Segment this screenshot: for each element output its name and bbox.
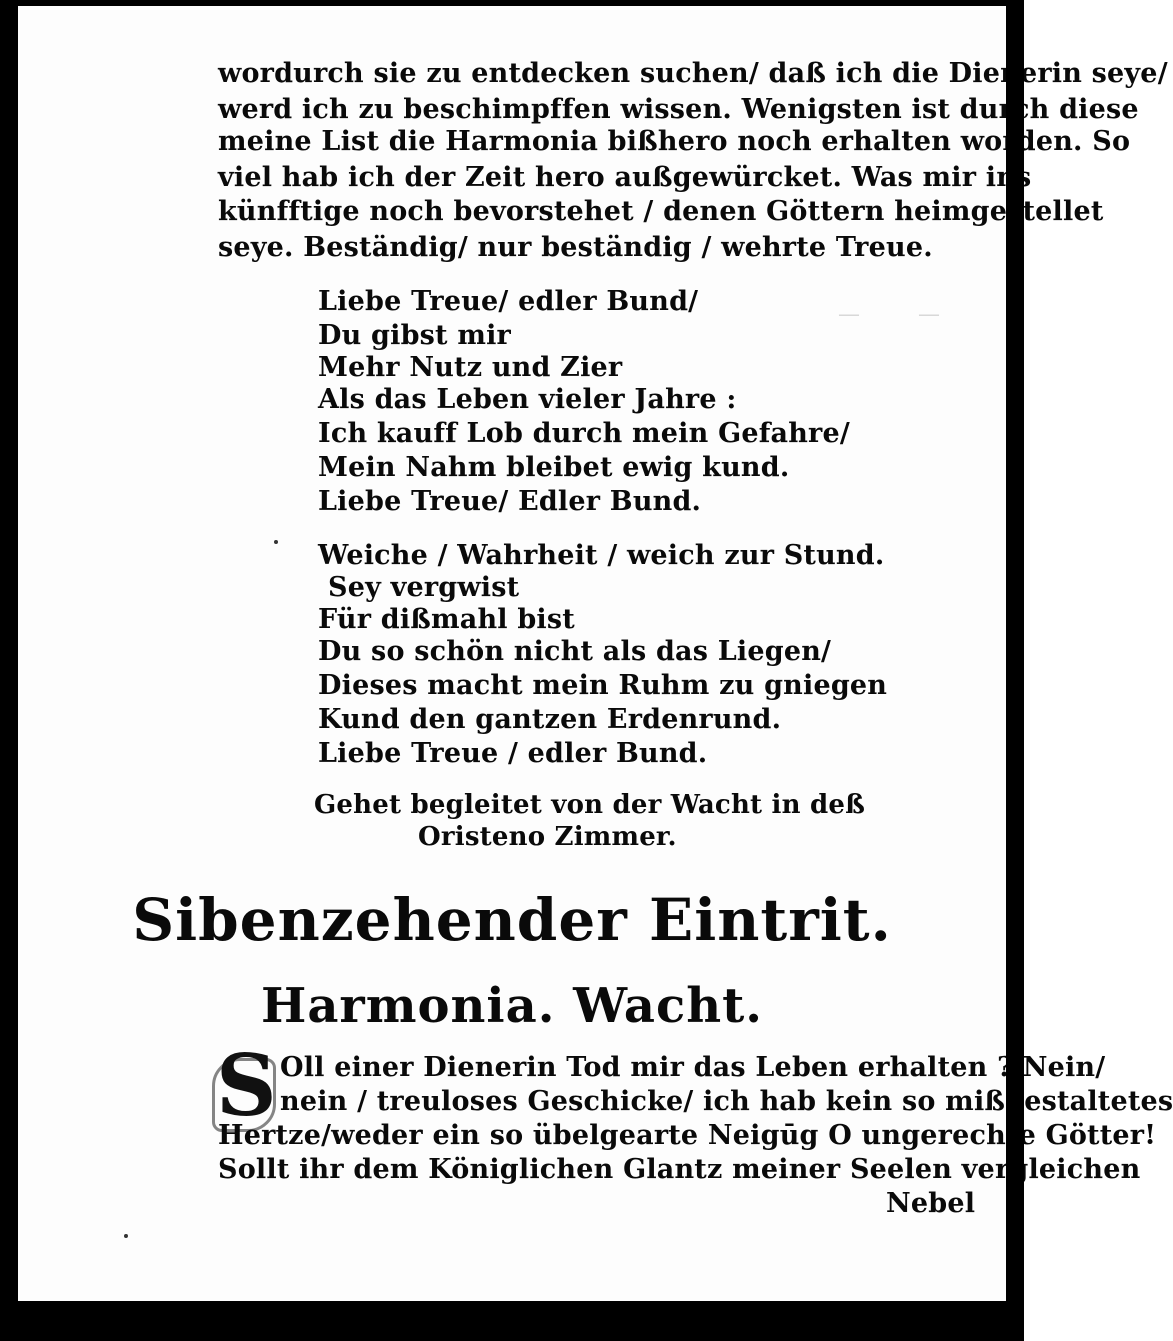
verse-line: Ich kauff Lob durch mein Gefahre/ xyxy=(318,418,850,449)
character-list: Harmonia. Wacht. xyxy=(260,978,764,1034)
verse-line: Liebe Treue/ Edler Bund. xyxy=(318,486,702,517)
scene-heading: Sibenzehender Eintrit. xyxy=(132,886,892,954)
verse-line: Weiche / Wahrheit / weich zur Stund. xyxy=(318,540,885,571)
document-page xyxy=(18,6,1173,1301)
prose-line: viel hab ich der Zeit hero außgewürcket. Was mir ins xyxy=(218,162,1032,193)
verse-line: Kund den gantzen Erdenrund. xyxy=(318,704,782,735)
prose-line: nein / treuloses Geschicke/ ich hab kein so mißgestaltetes xyxy=(280,1086,1173,1117)
prose-line: meine List die Harmonia bißhero noch erhalten worden. So xyxy=(218,126,1131,157)
prose-line: Hertze/weder ein so übelgearte Neigūg O ungerechte Götter! xyxy=(218,1120,1157,1151)
prose-line: wordurch sie zu entdecken suchen/ daß ich die Dienerin seye/ xyxy=(218,58,1168,89)
bleed-through-mark: — xyxy=(918,302,940,327)
verse-line: Sey vergwist xyxy=(328,572,520,603)
decorated-initial xyxy=(216,1036,277,1135)
prose-line: künfftige noch bevorstehet / denen Göttern heimgestellet xyxy=(218,196,1104,227)
bleed-through-mark: — xyxy=(838,302,860,327)
catchword: Nebel xyxy=(886,1188,976,1219)
ink-speck xyxy=(274,540,278,544)
prose-line: seye. Beständig/ nur beständig / wehrte Treue. xyxy=(218,232,933,263)
prose-line: werd ich zu beschimpffen wissen. Wenigsten ist durch diese xyxy=(218,94,1139,125)
stage-direction: Gehet begleitet von der Wacht in deß xyxy=(314,790,866,820)
prose-line: Oll einer Dienerin Tod mir das Leben erhalten ? Nein/ xyxy=(280,1052,1106,1083)
verse-line: Du so schön nicht als das Liegen/ xyxy=(318,636,832,667)
verse-line: Liebe Treue/ edler Bund/ xyxy=(318,286,699,317)
verse-line: Für dißmahl bist xyxy=(318,604,575,635)
verse-line: Liebe Treue / edler Bund. xyxy=(318,738,708,769)
verse-line: Mein Nahm bleibet ewig kund. xyxy=(318,452,790,483)
prose-line: Sollt ihr dem Königlichen Glantz meiner Seelen vergleichen xyxy=(218,1154,1141,1185)
verse-line: Du gibst mir xyxy=(318,320,511,351)
verse-line: Mehr Nutz und Zier xyxy=(318,352,623,383)
verse-line: Als das Leben vieler Jahre : xyxy=(318,384,737,415)
verse-line: Dieses macht mein Ruhm zu gniegen xyxy=(318,670,888,701)
ink-speck xyxy=(124,1234,128,1238)
initial-letter: S xyxy=(216,1036,277,1135)
stage-direction: Oristeno Zimmer. xyxy=(418,822,677,852)
